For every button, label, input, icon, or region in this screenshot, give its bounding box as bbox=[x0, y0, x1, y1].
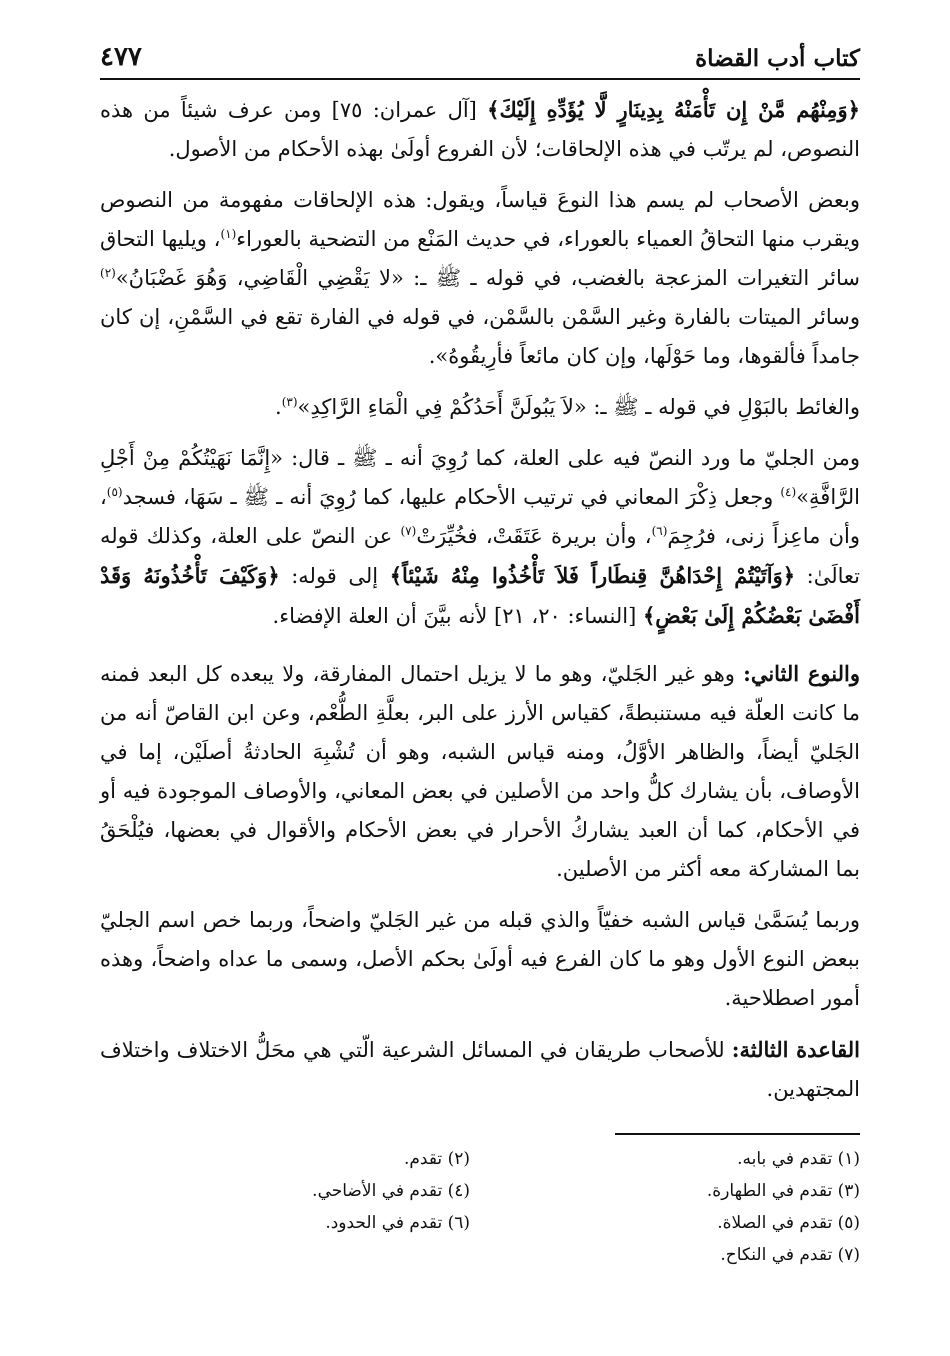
footnotes-right-column bbox=[490, 1143, 860, 1271]
paragraph-4 bbox=[100, 439, 860, 636]
footnote-item: (٤) تقدم في الأضاحي. bbox=[312, 1181, 470, 1201]
footnote-ref: (٥) bbox=[106, 485, 123, 499]
footnote-ref: (٧) bbox=[400, 524, 417, 538]
book-title: كتاب أدب القضاة bbox=[695, 45, 860, 72]
paragraph-text: وجعل ذِكْرَ المعاني في ترتيب الأحكام عليها، كما رُوِيَ أنه ـ ﷺ ـ سَهَا، فسجد bbox=[122, 485, 781, 509]
paragraph-text: وبعض الأصحاب لم يسم هذا النوعَ قياساً، ويقول: هذه الإلحاقات مفهومة من النصوص ويقرب منها التحاقُ العمياء بالعوراء، في حديث المَنْع من التضحية بالعوراء bbox=[100, 188, 860, 251]
quran-verse: ﴿وَمِنْهُم مَّنْ إِن تَأْمَنْهُ بِدِينَارٍ لَّا يُؤَدِّهِ إِلَيْكَ﴾ bbox=[487, 97, 860, 122]
quran-verse: ﴿وَكَيْفَ تَأْخُذُونَهُ وَقَدْ أَفْضَىٰ بَعْضُكُمْ إِلَىٰ بَعْضٍ﴾ bbox=[100, 563, 860, 628]
paragraph-text: والغائط بالبَوْلِ في قوله ـ ﷺ ـ: «لاَ يَبُولَنَّ أَحَدُكُمْ فِي الْمَاءِ الرَّاكِدِ» bbox=[297, 395, 860, 419]
footnote-ref: (٤) bbox=[780, 485, 797, 499]
paragraph-text: وهو غير الجَليّ، وهو ما لا يزيل احتمال المفارقة، ولا يبعده كل البعد فمنه ما كانت العلّة فيه مستنبطةً، كقياس الأرز على البر، بعلَّةِ الطُّعْم، وعن ابن القاصّ أنه من الجَليّ أيضاً، والظاهر الأوَّلُ، ومنه قياس الشبه، وهو أن تُشْبِهَ الحادثةُ أصلَيْن، إما في الأوصاف، بأن يشارك كلُّ واحد من الأصلين في بعض المعاني، والأوصاف الموجودة فيه أو في الأحكام، كما أن العبد يشاركُ الأحرار في بعض الأحكام والأقوال في بعضها، فيُلْحَقُ بما المشاركة معه أكثر من الأصلين. bbox=[100, 662, 860, 881]
section-lead: والنوع الثاني: bbox=[743, 661, 860, 686]
footnote-item: (٣) تقدم في الطهارة. bbox=[706, 1181, 860, 1201]
paragraph-3 bbox=[100, 388, 860, 427]
footnotes bbox=[100, 1143, 860, 1271]
footnote-ref: (٦) bbox=[651, 524, 668, 538]
paragraph-text: ، وأن بريرة عَتَقَتْ، فخُيِّرَتْ bbox=[416, 524, 652, 548]
paragraph-7 bbox=[100, 1030, 860, 1109]
page-header bbox=[100, 32, 860, 80]
footnote-ref: (١) bbox=[220, 227, 237, 241]
footnote-item: (٧) تقدم في النكاح. bbox=[720, 1245, 860, 1265]
footnote-item: (١) تقدم في بابه. bbox=[737, 1149, 860, 1169]
page-number: ٤٧٧ bbox=[100, 42, 142, 72]
footnote-item: (٥) تقدم في الصلاة. bbox=[717, 1213, 860, 1233]
paragraph-text: ومن الجليّ ما ورد النصّ فيه على العلة، كما رُوِيَ أنه ـ ﷺ ـ قال: «إِنَّمَا نَهَيْتُكُمْ مِنْ أَجْلِ الرَّافَّةِ» bbox=[100, 446, 860, 509]
paragraph-2 bbox=[100, 181, 860, 376]
footnote-ref: (٣) bbox=[281, 395, 298, 409]
footnote-item: (٦) تقدم في الحدود. bbox=[325, 1213, 470, 1233]
paragraph-6 bbox=[100, 901, 860, 1018]
paragraph-text: للأصحاب طريقان في المسائل الشرعية الّتي هي محَلُّ الاختلاف واختلاف المجتهدين. bbox=[100, 1038, 860, 1101]
paragraph-text: وسائر الميتات بالفارة وغير السَّمْن بالسَّمْن، في قوله في الفارة تقع في السَّمْنِ، إن كان جامداً فألقوها، وما حَوْلَها، وإن كان مائعاً فأرِيقُوهُ». bbox=[100, 305, 860, 368]
paragraph-text: . bbox=[275, 395, 282, 419]
footnotes-left-column bbox=[100, 1143, 470, 1271]
paragraph-text: ، ويليها التحاق سائر التغيرات المزعجة بالغضب، في قوله ـ ﷺ ـ: «لا يَقْضِي الْقَاضِي، وَهُوَ غَضْبَانُ» bbox=[100, 227, 860, 290]
footnote-divider bbox=[615, 1133, 860, 1135]
quran-verse: ﴿وَآتَيْتُمْ إِحْدَاهُنَّ قِنطَاراً فَلاَ تَأْخُذُوا مِنْهُ شَيْئاً﴾ bbox=[389, 563, 796, 588]
paragraph-text: عن النصّ على العلة، وكذلك قوله تعالَىٰ: bbox=[100, 524, 860, 588]
paragraph-text: إلى قوله: bbox=[279, 564, 390, 588]
paragraph-text: ، وأن ماعِزاً زنى، فرُجِمَ bbox=[100, 485, 861, 548]
paragraph-1 bbox=[100, 90, 860, 169]
paragraph-text: وربما يُسَمَّىٰ قياس الشبه خفيّاً والذي قبله من غير الجَليّ واضحاً، وربما خص اسم الجليّ ببعض النوع الأول وهو ما كان الفرع فيه أولَىٰ بحكم الأصل، وسمى ما عداه واضحاً، وهذه أمور اصطلاحية. bbox=[100, 908, 860, 1010]
footnote-ref: (٢) bbox=[100, 266, 116, 280]
footnote-item: (٢) تقدم. bbox=[403, 1149, 470, 1169]
page-body bbox=[100, 90, 860, 1121]
paragraph-text: [النساء: ٢٠، ٢١] لأنه بيَّنَ أن العلة الإفضاء. bbox=[272, 604, 643, 628]
paragraph-5 bbox=[100, 654, 860, 889]
paragraph-text: [آل عمران: ٧٥] ومن عرف شيئاً من هذه النصوص، لم يرتّب في هذه الإلحاقات؛ لأن الفروع أولَىٰ بهذه الأحكام من الأصول. bbox=[100, 98, 860, 161]
section-lead: القاعدة الثالثة: bbox=[731, 1037, 860, 1062]
